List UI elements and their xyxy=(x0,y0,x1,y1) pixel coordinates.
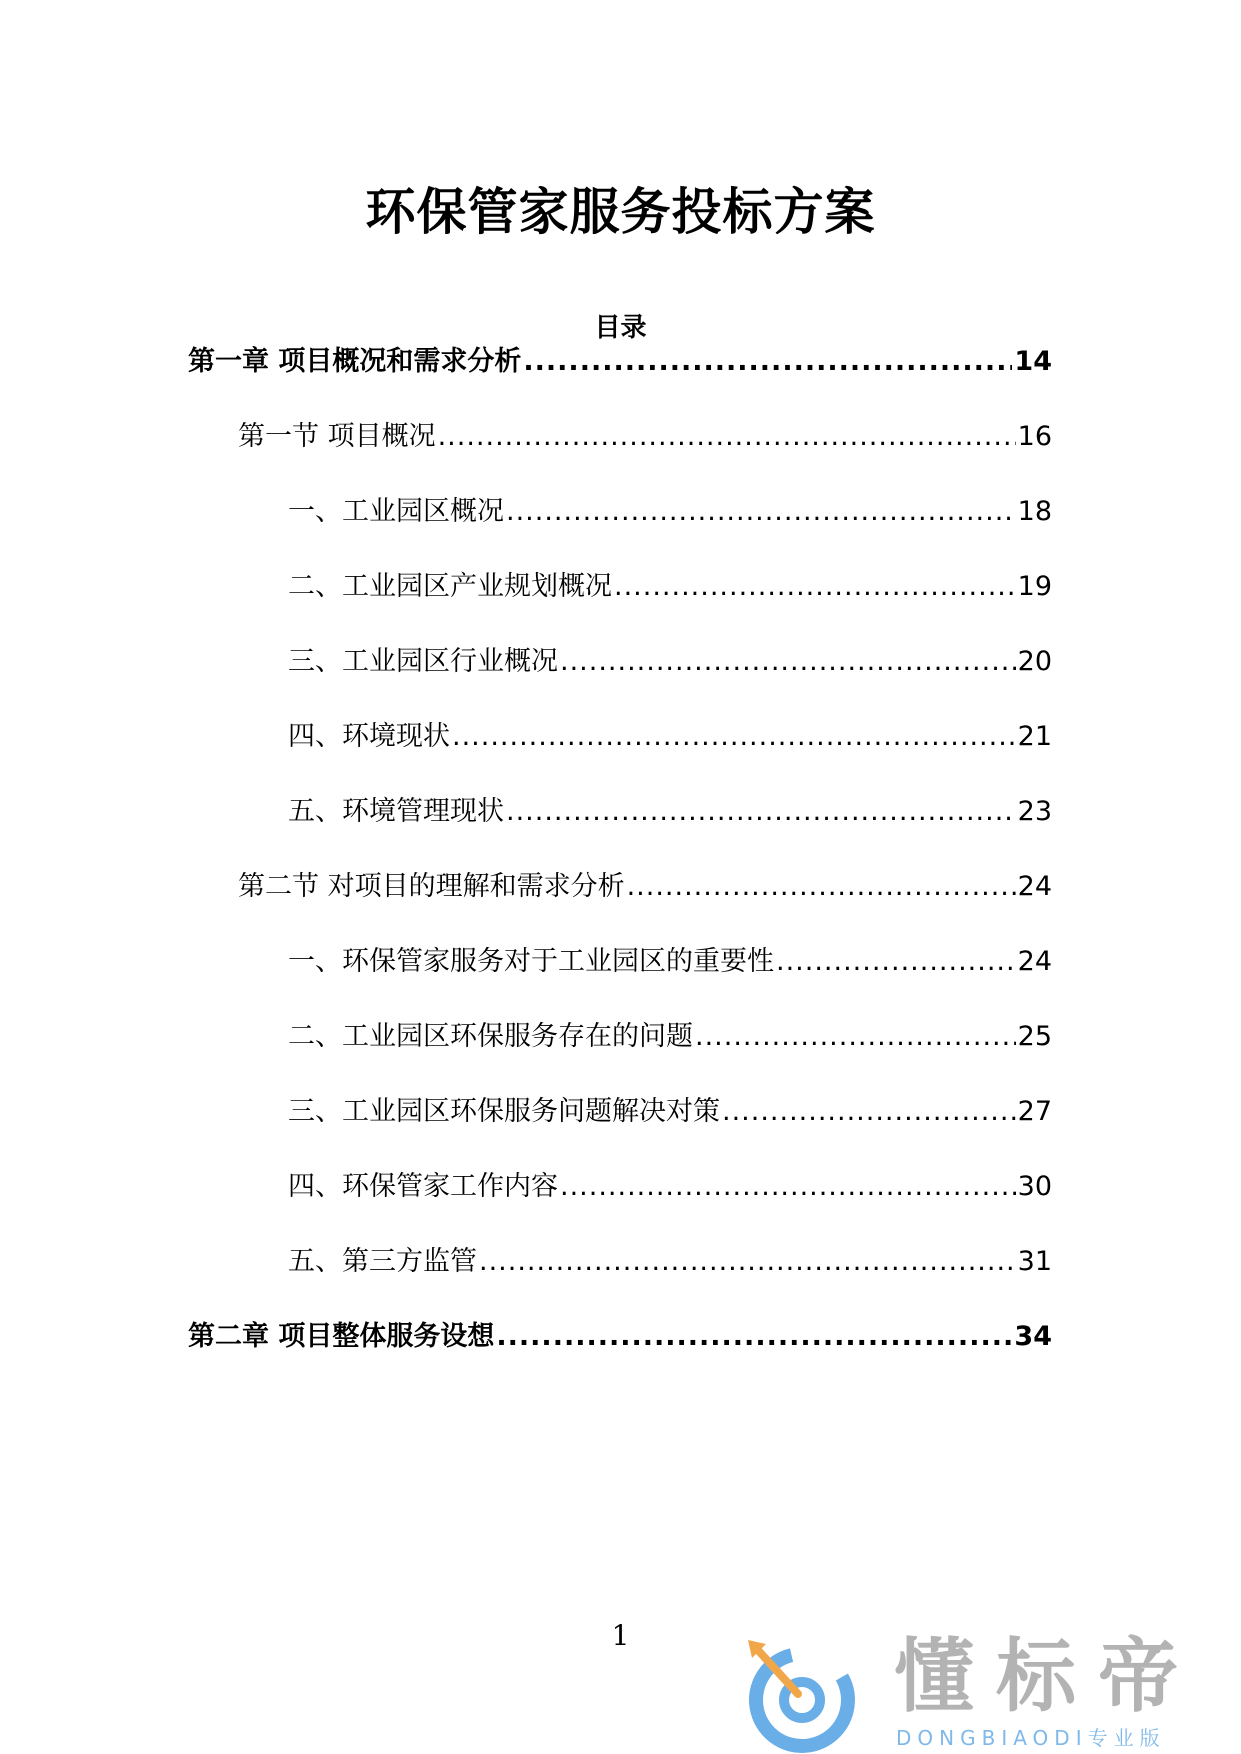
toc-entry-page: 25 xyxy=(1017,1021,1052,1052)
toc-entry-subsection[interactable] xyxy=(288,1017,1052,1057)
document-title: 环保管家服务投标方案 xyxy=(365,183,876,241)
toc-leader-dots xyxy=(523,342,1012,382)
toc-entry-subsection[interactable] xyxy=(288,942,1052,982)
toc-leader-dots xyxy=(776,942,1016,982)
toc-leader-dots xyxy=(614,567,1016,607)
toc-entry-page: 24 xyxy=(1017,871,1052,902)
toc-entry-title: 一、工业园区概况 xyxy=(288,496,504,527)
toc-entry-title: 三、工业园区行业概况 xyxy=(288,646,558,677)
toc-entry-title: 三、工业园区环保服务问题解决对策 xyxy=(288,1096,720,1127)
toc-leader-dots xyxy=(627,867,1016,907)
toc-entry-title: 第一节 项目概况 xyxy=(238,421,436,452)
toc-entry-title: 四、环境现状 xyxy=(288,721,450,752)
watermark-brand-name: 懂标帝 xyxy=(894,1630,1200,1723)
toc-leader-dots xyxy=(560,642,1016,682)
toc-leader-dots xyxy=(560,1167,1016,1207)
toc-entry-subsection[interactable] xyxy=(288,1167,1052,1207)
toc-entry-page: 31 xyxy=(1017,1246,1052,1277)
toc-leader-dots xyxy=(479,1242,1016,1282)
toc-entry-page: 30 xyxy=(1017,1171,1052,1202)
toc-entry-page: 19 xyxy=(1017,571,1052,602)
toc-leader-dots xyxy=(722,1092,1016,1132)
toc-entry-title: 四、环保管家工作内容 xyxy=(288,1171,558,1202)
toc-entry-subsection[interactable] xyxy=(288,492,1052,532)
toc-leader-dots xyxy=(438,417,1016,457)
toc-entry-page: 18 xyxy=(1017,496,1052,527)
toc-entry-page: 16 xyxy=(1017,421,1052,452)
toc-entry-page: 34 xyxy=(1014,1321,1052,1352)
watermark xyxy=(742,1628,1222,1754)
toc-leader-dots xyxy=(695,1017,1016,1057)
toc-entry-title: 第二章 项目整体服务设想 xyxy=(188,1321,495,1352)
toc-entry-chapter[interactable] xyxy=(188,1317,1052,1357)
toc-entry-title: 五、环境管理现状 xyxy=(288,796,504,827)
toc-entry-chapter[interactable] xyxy=(188,342,1052,382)
toc-entry-page: 14 xyxy=(1014,346,1052,377)
toc-leader-dots xyxy=(496,1317,1012,1357)
toc-entry-section[interactable] xyxy=(238,867,1052,907)
toc-leader-dots xyxy=(452,717,1016,757)
page-number: 1 xyxy=(611,1619,630,1652)
toc-leader-dots xyxy=(506,792,1016,832)
toc-entry-page: 23 xyxy=(1017,796,1052,827)
toc-entry-title: 一、环保管家服务对于工业园区的重要性 xyxy=(288,946,774,977)
toc-entry-title: 二、工业园区产业规划概况 xyxy=(288,571,612,602)
toc-entry-title: 五、第三方监管 xyxy=(288,1246,477,1277)
watermark-subtitle: DONGBIAODI专业版 xyxy=(896,1726,1166,1750)
toc-entry-subsection[interactable] xyxy=(288,792,1052,832)
toc-entry-page: 24 xyxy=(1017,946,1052,977)
toc-entry-subsection[interactable] xyxy=(288,717,1052,757)
toc-entry-title: 二、工业园区环保服务存在的问题 xyxy=(288,1021,693,1052)
toc-entry-page: 21 xyxy=(1017,721,1052,752)
toc-entry-section[interactable] xyxy=(238,417,1052,457)
toc-entry-subsection[interactable] xyxy=(288,1092,1052,1132)
toc-heading: 目录 xyxy=(594,313,647,343)
toc-entry-page: 20 xyxy=(1017,646,1052,677)
toc-entry-subsection[interactable] xyxy=(288,567,1052,607)
toc-entry-title: 第二节 对项目的理解和需求分析 xyxy=(238,871,625,902)
target-arrow-icon xyxy=(742,1636,862,1754)
toc-entry-subsection[interactable] xyxy=(288,1242,1052,1282)
toc-entry-page: 27 xyxy=(1017,1096,1052,1127)
toc-leader-dots xyxy=(506,492,1016,532)
toc-entry-subsection[interactable] xyxy=(288,642,1052,682)
toc-entry-title: 第一章 项目概况和需求分析 xyxy=(188,346,522,377)
